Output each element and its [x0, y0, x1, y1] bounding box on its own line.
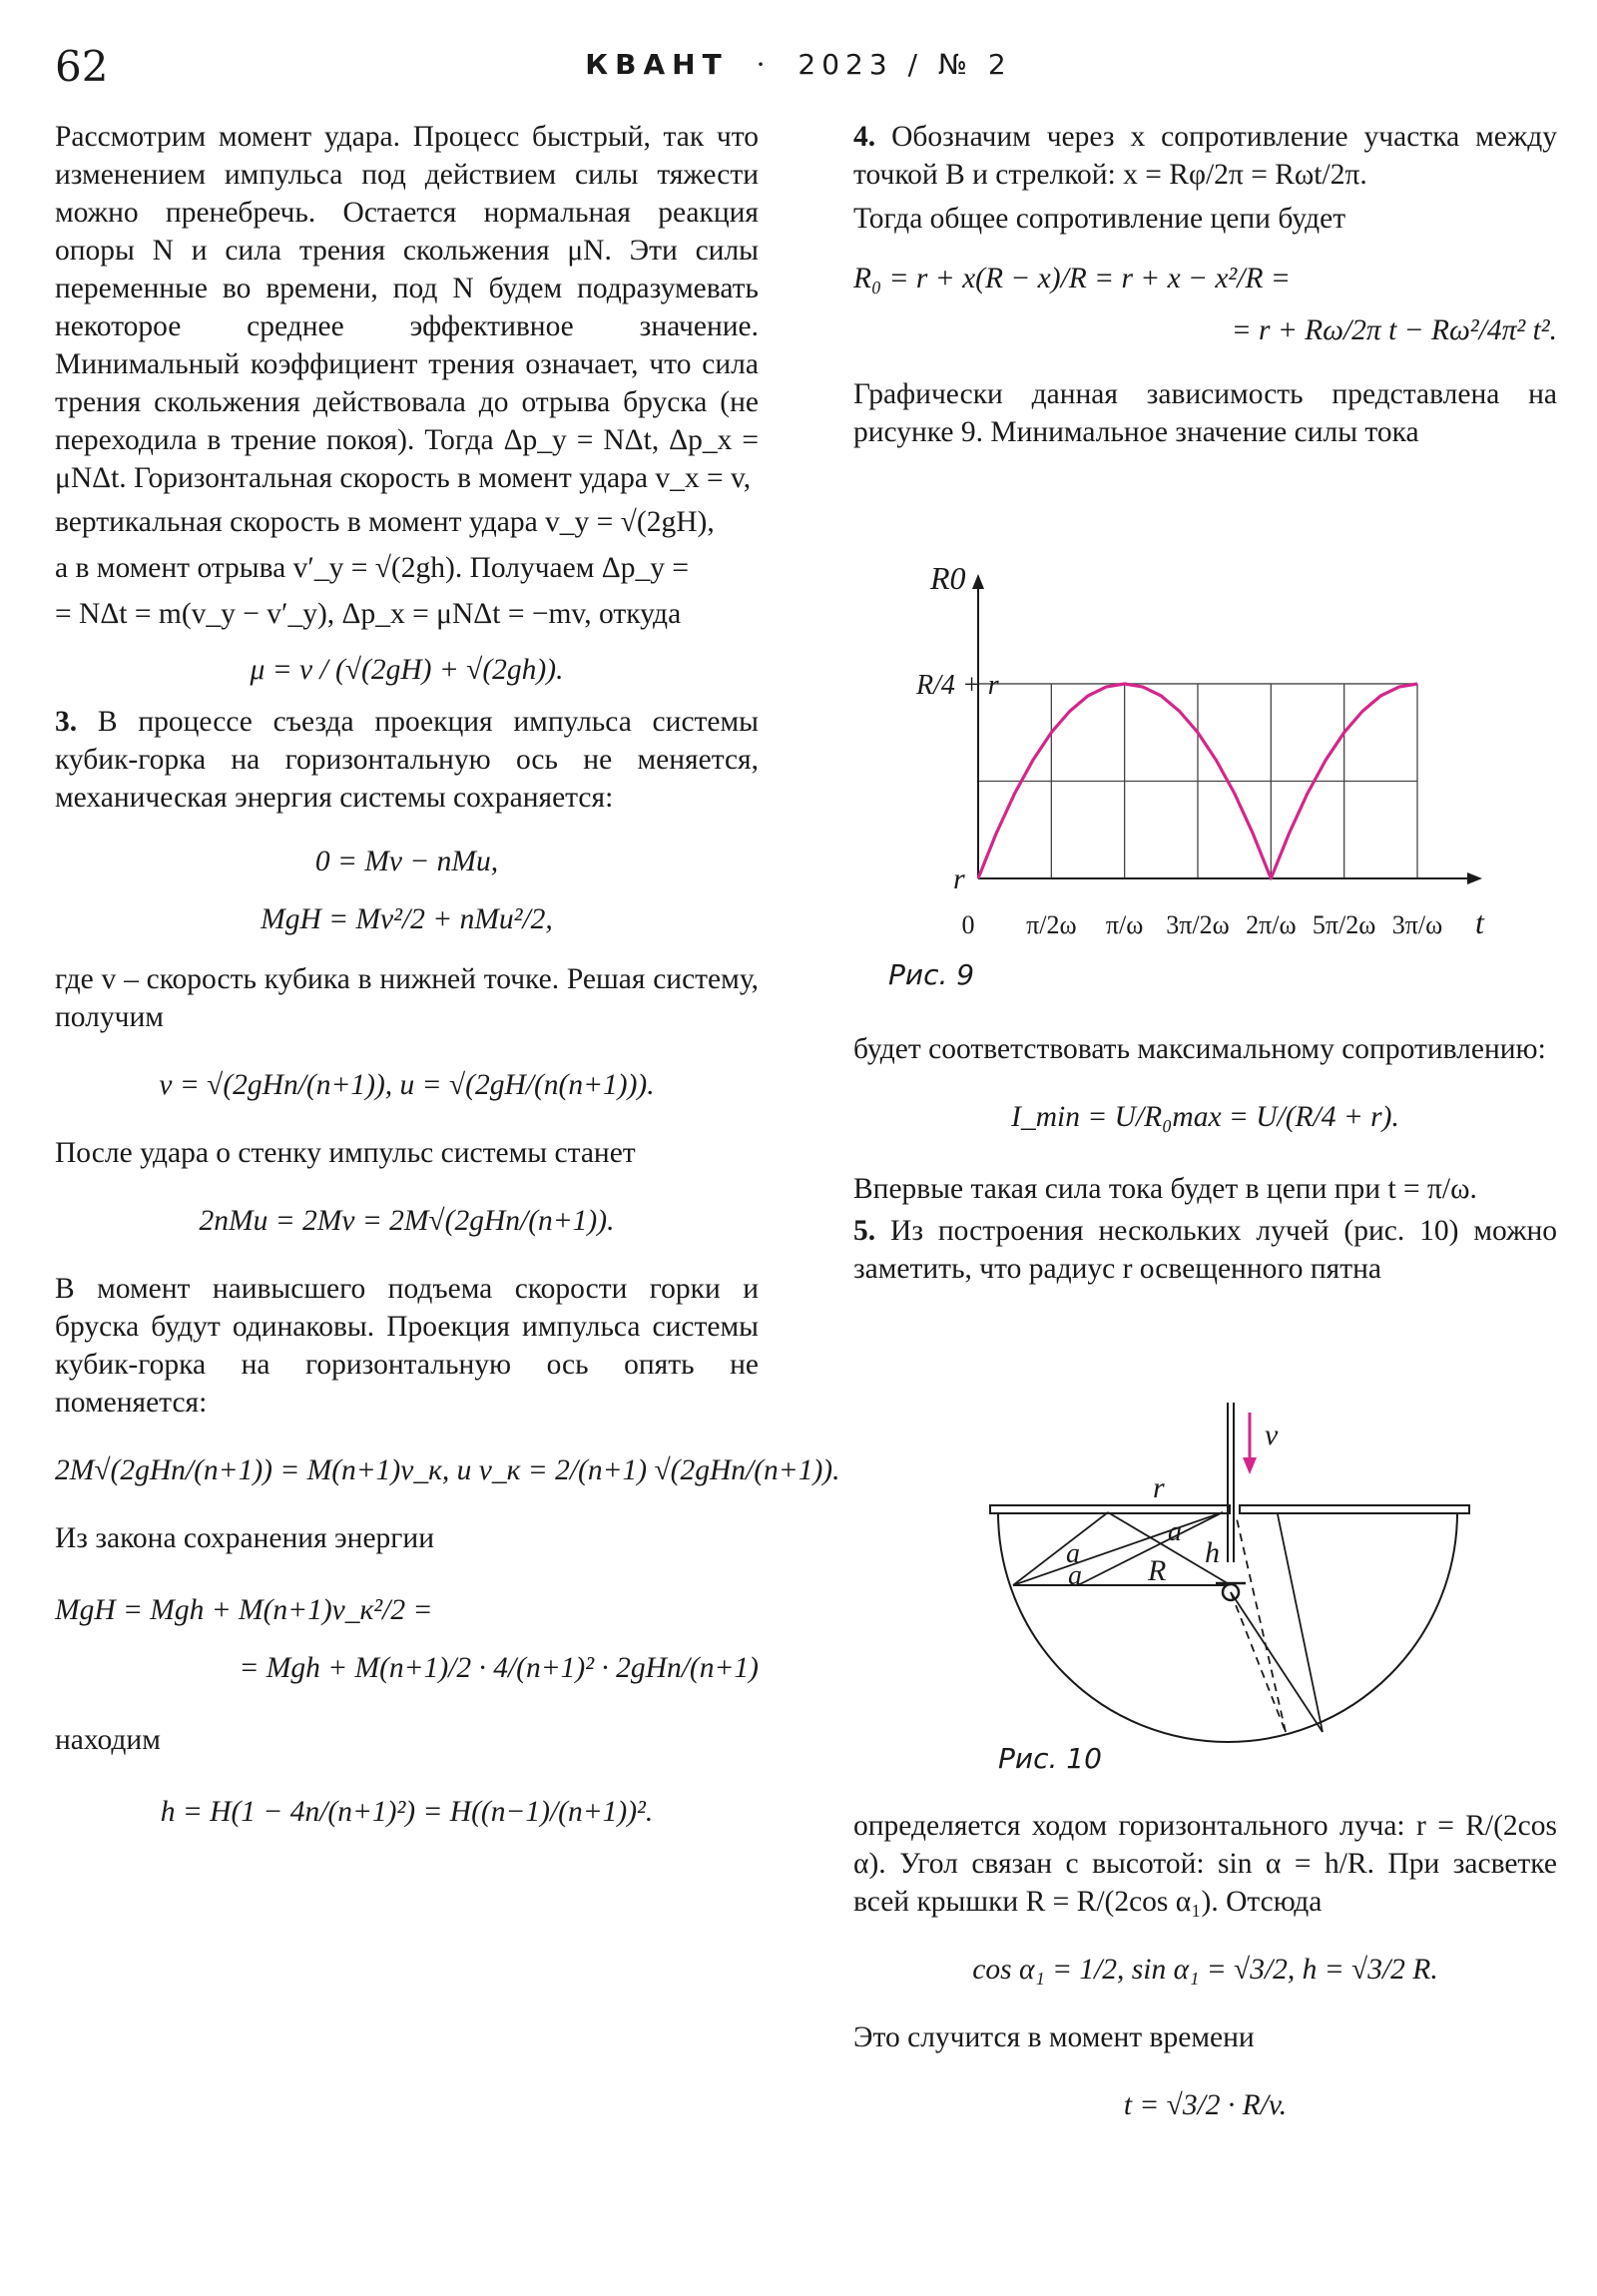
ray-left-1 [1013, 1512, 1108, 1585]
right-column-mid [853, 1030, 1557, 1288]
right-paragraph-7: определяется ходом горизонтального луча: r = R/(2cos α). Угол связан с высотой: sin α = h/R. При засветке всей крышки R = R/(2cos α₁). Отсюда [853, 1810, 1557, 1918]
formula-3a: 0 = Mv − nMu, [314, 846, 499, 877]
y-axis-arrow [972, 574, 984, 589]
section-3 [55, 703, 759, 817]
left-paragraph-1: Рассмотрим момент удара. Процесс быстрый, так что изменением импульса под действием силы тяжести можно пренебречь. Остается нормальная реакция опоры N и сила трения скольжения μN. Эти силы переменные во времени, под N будем подразумевать некоторое среднее эффективное значение. Минимальный коэффициент трения означает, что сила трения скольжения действовала до отрыва бруска (не переходила в трение покоя). Тогда Δp_y = NΔt, Δp_x = μNΔt. Горизонтальная скорость в момент удара v_x = v, [55, 121, 759, 494]
x-tick-label-1: π/2ω [1026, 910, 1077, 939]
x-tick-label-3: 3π/2ω [1166, 910, 1230, 939]
chart-axes [972, 574, 1482, 884]
lid-left [990, 1505, 1230, 1513]
right-paragraph-2: Тогда общее сопротивление цепи будет [853, 203, 1346, 235]
x-axis-label: t [1475, 904, 1484, 940]
label-a-3: a [1068, 1560, 1082, 1591]
formula-r2: I_min = U/R₀max = U/(R/4 + r). [1011, 1101, 1399, 1133]
y-tick-label-0: r [953, 862, 965, 895]
section-4-number: 4. [853, 121, 876, 153]
section-3-number: 3. [55, 706, 78, 738]
formula-r1a: R₀ = r + x(R − x)/R = r + x − x²/R = [853, 263, 1291, 294]
running-head [0, 48, 1597, 81]
formula-r1b: = r + Rω/2π t − Rω²/4π² t². [1231, 314, 1557, 346]
label-a-2: a [1066, 1538, 1080, 1569]
right-paragraph-3: Графически данная зависимость представлена на рисунке 9. Минимальное значение силы тока [853, 378, 1557, 448]
right-column-bottom [853, 1807, 1557, 2124]
left-paragraph-6: В момент наивысшего подъема скорости горки и бруска будут одинаковы. Проекция импульса системы кубик-горка на горизонтальную ось опять не поменяется: [55, 1273, 759, 1419]
x-tick-label-0: 0 [961, 910, 975, 939]
figure-9-caption: Рис. 9 [888, 958, 975, 991]
velocity-arrow-head [1243, 1457, 1257, 1474]
page-number: 62 [55, 42, 109, 91]
ray-left-3 [1013, 1512, 1223, 1585]
separator: · [756, 48, 771, 81]
issue-number: 2023 / № 2 [798, 48, 1012, 81]
figure-10-optics [978, 1403, 1477, 1772]
left-paragraph-7: Из закона сохранения энергии [55, 1522, 434, 1554]
left-paragraph-4: где v – скорость кубика в нижней точке. Решая систему, получим [55, 963, 759, 1033]
right-paragraph-8: Это случится в момент времени [853, 2021, 1255, 2053]
right-paragraph-5: Впервые такая сила тока будет в цепи при t = π/ω. [853, 1173, 1477, 1205]
left-paragraph-5: После удара о стенку импульс системы станет [55, 1137, 636, 1169]
left-paragraph-1-cont-2: а в момент отрыва v′_y = √(2gh). Получаем Δp_y = [55, 552, 689, 584]
x-tick-label-6: 3π/ω [1391, 910, 1443, 939]
y-axis-label: R0 [930, 560, 966, 596]
y-tick-label-1: R/4 + r [916, 669, 999, 701]
chart-grid [978, 684, 1417, 878]
label-v: v [1265, 1419, 1279, 1451]
figure-9-chart [853, 559, 1557, 978]
formula-r3: cos α₁ = 1/2, sin α₁ = √3/2, h = √3/2 R. [972, 1954, 1438, 1986]
section-4-text: Обозначим через x сопротивление участка между точкой B и стрелкой: x = Rφ/2π = Rωt/2π. [853, 121, 1558, 191]
formula-5: 2nMu = 2Mv = 2M√(2gHn/(n+1)). [199, 1205, 615, 1237]
formula-mu: μ = v / (√(2gH) + √(2gh)). [250, 654, 564, 686]
right-paragraph-4: будет соответствовать максимальному сопротивлению: [853, 1033, 1546, 1065]
right-column [853, 118, 1557, 451]
label-r: r [1153, 1471, 1165, 1504]
left-paragraph-8: находим [55, 1724, 161, 1756]
x-axis-arrow [1467, 872, 1482, 884]
x-tick-label-2: π/ω [1105, 910, 1144, 939]
formula-3b: MgH = Mv²/2 + nMu²/2, [261, 903, 553, 935]
section-5 [853, 1212, 1557, 1288]
x-tick-label-5: 5π/2ω [1312, 910, 1376, 939]
section-5-text: Из построения нескольких лучей (рис. 10) можно заметить, что радиус r освещенного пятна [853, 1215, 1557, 1285]
x-tick-label-4: 2π/ω [1246, 910, 1297, 939]
magazine-title: КВАНТ [585, 48, 729, 81]
label-a-1: a [1168, 1516, 1182, 1547]
figure-10-caption: Рис. 10 [998, 1742, 1102, 1775]
formula-7b: = Mgh + M(n+1)/2 · 4/(n+1)² · 2gHn/(n+1) [239, 1652, 759, 1684]
left-paragraph-1-cont-1: вертикальная скорость в момент удара v_y = √(2gH), [55, 506, 715, 538]
formula-8: h = H(1 − 4n/(n+1)²) = H((n−1)/(n+1))². [160, 1796, 654, 1828]
label-h: h [1205, 1536, 1220, 1569]
formula-4: v = √(2gHn/(n+1)), u = √(2gH/(n(n+1))). [159, 1069, 655, 1101]
left-column [55, 118, 840, 1831]
section-3-text: В процессе съезда проекция импульса системы кубик-горка на горизонтальную ось не меняется, механическая энергия системы сохраняется: [55, 706, 760, 814]
label-R: R [1148, 1554, 1167, 1587]
formula-7a: MgH = Mgh + M(n+1)v_к²/2 = [55, 1594, 433, 1626]
section-5-number: 5. [853, 1215, 876, 1247]
chart-labels [915, 560, 1485, 940]
lid-right [1240, 1505, 1469, 1513]
formula-r4: t = √3/2 · R/v. [1123, 2089, 1288, 2121]
section-4 [853, 118, 1557, 194]
formula-6: 2M√(2gHn/(n+1)) = M(n+1)v_к, и v_к = 2/(n+1) √(2gHn/(n+1)). [55, 1454, 840, 1486]
left-paragraph-1-cont-3: = NΔt = m(v_y − v′_y), Δp_x = μNΔt = −mv, откуда [55, 598, 682, 630]
